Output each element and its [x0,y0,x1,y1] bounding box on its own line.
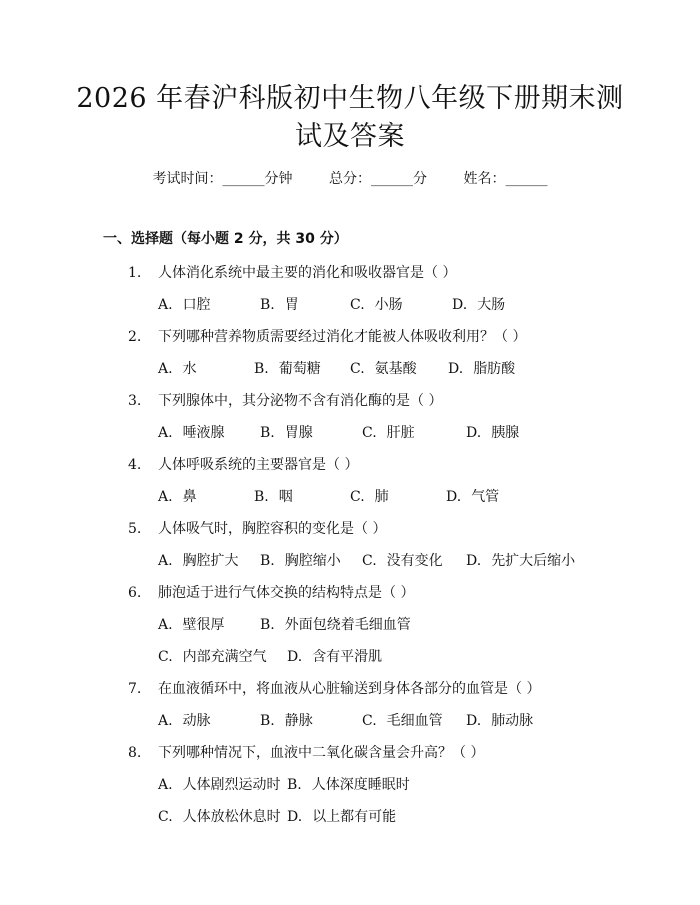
question-6 [128,582,414,602]
question-text: 下列腺体中，其分泌物不含有消化酶的是（ ） [158,393,443,409]
option-6d: D. 含有平滑肌 [287,649,383,665]
option-6b: B. 外面包绕着毛细血管 [260,617,411,633]
option-3d: D. 胰腺 [466,425,520,441]
option-4b: B. 咽 [254,489,293,505]
option-6c: C. 内部充满空气 [158,649,267,665]
option-3b: B. 胃腺 [260,425,313,441]
option-2b: B. 葡萄糖 [254,361,321,377]
total-score-label: 总分：______分 [329,171,427,187]
option-8a: A. 人体剧烈运动时 [158,777,281,793]
option-7c: C. 毛细血管 [362,713,443,729]
option-1c: C. 小肠 [350,297,403,313]
question-8 [128,742,484,762]
option-5d: D. 先扩大后缩小 [466,553,576,569]
option-3a: A. 唾液腺 [158,425,225,441]
option-2c: C. 氨基酸 [350,361,417,377]
question-number: 5. [128,521,142,537]
option-8c: C. 人体放松休息时 [158,809,281,825]
option-5a: A. 胸腔扩大 [158,553,239,569]
option-4c: C. 肺 [350,489,389,505]
option-7b: B. 静脉 [260,713,313,729]
name-label: 姓名：______ [463,171,548,187]
option-2d: D. 脂肪酸 [448,361,516,377]
question-text: 人体消化系统中最主要的消化和吸收器官是（ ） [158,265,457,281]
option-8b: B. 人体深度睡眠时 [287,777,410,793]
option-4a: A. 鼻 [158,489,197,505]
question-3 [128,390,442,410]
question-number: 2. [128,329,142,345]
question-text: 下列哪种营养物质需要经过消化才能被人体吸收利用？（ ） [158,329,527,345]
exam-meta [0,168,700,188]
option-3c: C. 肝脏 [362,425,415,441]
question-number: 8. [128,745,142,761]
question-text: 在血液循环中，将血液从心脏输送到身体各部分的血管是（ ） [158,681,541,697]
option-1d: D. 大肠 [452,297,506,313]
question-number: 1. [128,265,142,281]
exam-time-label: 考试时间：______分钟 [152,171,293,187]
option-7d: D. 肺动脉 [466,713,534,729]
section-heading-choice: 一、选择题（每小题 2 分，共 30 分） [103,231,348,247]
page-title-line-2: 试及答案 [295,121,405,152]
option-7a: A. 动脉 [158,713,211,729]
option-4d: D. 气管 [446,489,500,505]
question-4 [128,454,358,474]
question-2 [128,326,526,346]
question-1 [128,262,456,282]
option-1a: A. 口腔 [158,297,211,313]
question-number: 4. [128,457,142,473]
question-number: 7. [128,681,142,697]
option-5c: C. 没有变化 [362,553,443,569]
question-text: 人体呼吸系统的主要器官是（ ） [158,457,359,473]
option-6a: A. 壁很厚 [158,617,225,633]
question-text: 人体吸气时，胸腔容积的变化是（ ） [158,521,387,537]
question-text: 肺泡适于进行气体交换的结构特点是（ ） [158,585,415,601]
option-5b: B. 胸腔缩小 [260,553,341,569]
question-5 [128,518,386,538]
option-1b: B. 胃 [260,297,299,313]
option-8d: D. 以上都有可能 [287,809,397,825]
question-number: 6. [128,585,142,601]
option-2a: A. 水 [158,361,197,377]
question-text: 下列哪种情况下，血液中二氧化碳含量会升高？（ ） [158,745,485,761]
question-number: 3. [128,393,142,409]
page-title-line-1: 2026 年春沪科版初中生物八年级下册期末测 [76,83,624,114]
question-7 [128,678,540,698]
